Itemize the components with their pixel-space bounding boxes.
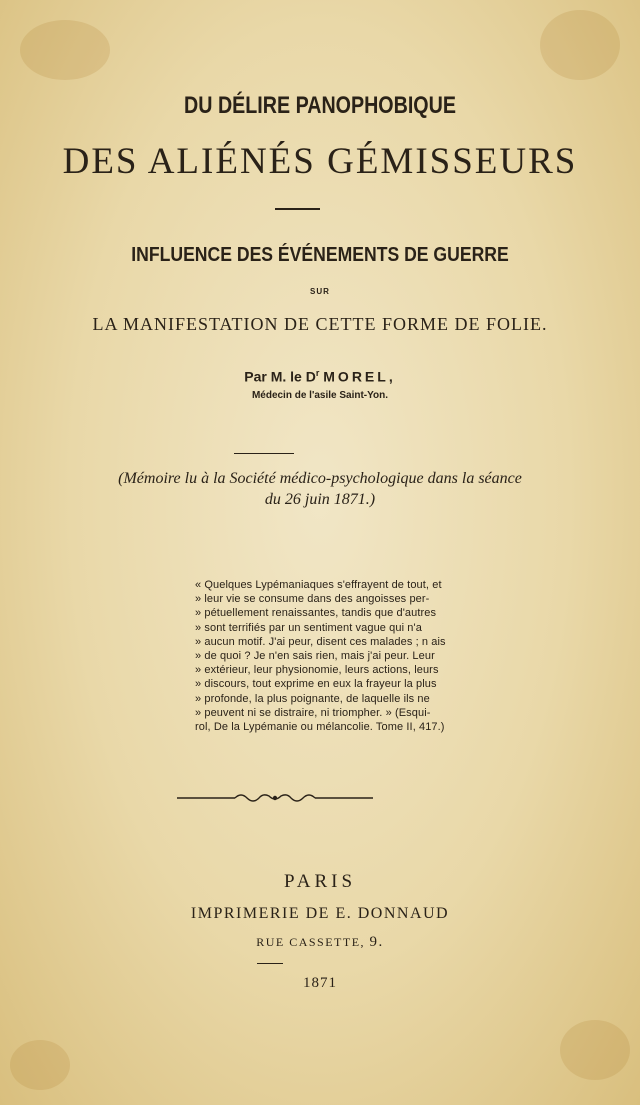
- quote-line: » discours, tout exprime en eux la frayeur la plus: [195, 678, 437, 691]
- author-name: MOREL,: [323, 368, 396, 385]
- imprint-street-name: RUE CASSETTE,: [256, 935, 366, 949]
- quote-line: » leur vie se consume dans des angoisses per-: [195, 593, 430, 606]
- title-line-2: DES ALIÉNÉS GÉMISSEURS: [62, 141, 578, 182]
- quote-line: » pétuellement renaissantes, tandis que d'autres: [195, 607, 437, 620]
- paper-stain: [560, 1020, 630, 1080]
- paper-stain: [540, 10, 620, 80]
- author-prefix-sup: r: [315, 368, 320, 378]
- quote-line: » de quoi ? Je n'en sais rien, mais j'ai peur. Leur: [195, 650, 435, 663]
- subtitle-line-2: LA MANIFESTATION DE CETTE FORME DE FOLIE.: [92, 314, 548, 334]
- quote-line: rol, De la Lypémanie ou mélancolie. Tome II, 417.): [195, 721, 445, 734]
- imprint-year: 1871: [303, 975, 337, 991]
- imprint-printer: IMPRIMERIE DE E. DONNAUD: [190, 905, 450, 922]
- memoire-note: [0, 468, 640, 510]
- memoire-line-2: du 26 juin 1871.): [264, 491, 376, 508]
- author-prefix: Par M. le D: [244, 368, 316, 385]
- quote-line: « Quelques Lypémaniaques s'effrayent de tout, et: [195, 579, 442, 591]
- author-line: [0, 368, 640, 385]
- epigraph-quote: [195, 578, 515, 734]
- paper-stain: [10, 1040, 70, 1090]
- subtitle-line-1: INFLUENCE DES ÉVÉNEMENTS DE GUERRE: [131, 244, 509, 266]
- ornament-divider-icon: [175, 790, 375, 806]
- memoire-line-1: (Mémoire lu à la Société médico-psychologique dans la séance: [118, 470, 522, 487]
- title-rule: [275, 208, 320, 210]
- quote-line: » profonde, la plus poignante, de laquelle ils ne: [195, 692, 430, 705]
- imprint-street-number: 9.: [369, 934, 384, 950]
- imprint-rule: [257, 963, 283, 964]
- section-rule: [234, 453, 294, 454]
- author-affiliation: Médecin de l'asile Saint-Yon.: [251, 390, 389, 401]
- quote-line: » peuvent ni se distraire, ni triompher. » (Esqui-: [195, 706, 431, 719]
- imprint-city: PARIS: [283, 871, 357, 892]
- title-line-1: DU DÉLIRE PANOPHOBIQUE: [184, 92, 456, 119]
- quote-line: » sont terrifiés par un sentiment vague qui n'a: [195, 621, 422, 634]
- subtitle-connector: SUR: [310, 287, 330, 296]
- paper-stain: [20, 20, 110, 80]
- quote-line: » aucun motif. J'ai peur, disent ces malades ; n ais: [195, 635, 446, 648]
- imprint-street: [0, 934, 640, 951]
- quote-line: » extérieur, leur physionomie, leurs actions, leurs: [195, 664, 439, 677]
